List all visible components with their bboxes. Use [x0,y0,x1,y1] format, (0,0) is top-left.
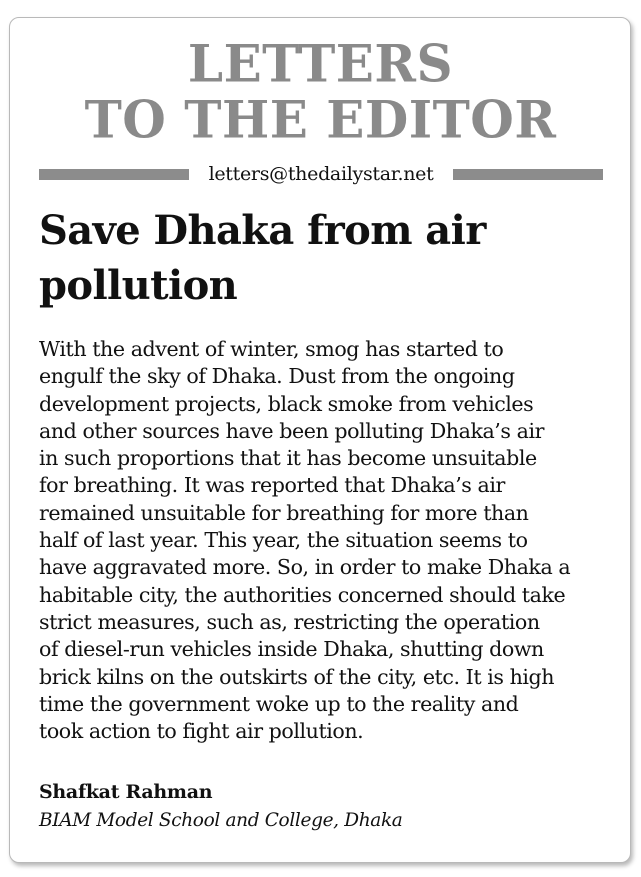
body-line: and other sources have been polluting Dhaka’s air [39,418,544,443]
letter-headline [39,203,619,313]
body-line: remained unsuitable for breathing for more than [39,500,529,525]
body-line: time the government woke up to the reality and [39,691,519,716]
author-affiliation: BIAM Model School and College, Dhaka [39,810,403,831]
body-line: development projects, black smoke from vehicles [39,391,534,416]
author-name: Shafkat Rahman [39,781,213,803]
body-line: for breathing. It was reported that Dhaka’s air [39,473,505,498]
body-line: in such proportions that it has become unsuitable [39,446,537,471]
left-divider-bar [39,169,189,180]
body-line: habitable city, the authorities concerned should take [39,582,566,607]
body-line: of diesel-run vehicles inside Dhaka, shutting down [39,637,544,662]
body-line: strict measures, such as, restricting the operation [39,609,540,634]
body-line: took action to fight air pollution. [39,719,364,744]
headline-line-2: pollution [39,262,238,309]
body-line: brick kilns on the outskirts of the city, etc. It is high [39,664,555,689]
editor-email: letters@thedailystar.net [208,163,434,185]
body-line: half of last year. This year, the situation seems to [39,528,528,553]
body-line: engulf the sky of Dhaka. Dust from the ongoing [39,364,515,389]
letter-body [39,336,614,745]
headline-line-1: Save Dhaka from air [39,207,486,254]
body-line: have aggravated more. So, in order to make Dhaka a [39,555,571,580]
section-title-line2: TO THE EDITOR [84,89,557,150]
right-divider-bar [453,169,603,180]
body-line: With the advent of winter, smog has started to [39,337,504,361]
section-title-line1: LETTERS [187,33,454,94]
